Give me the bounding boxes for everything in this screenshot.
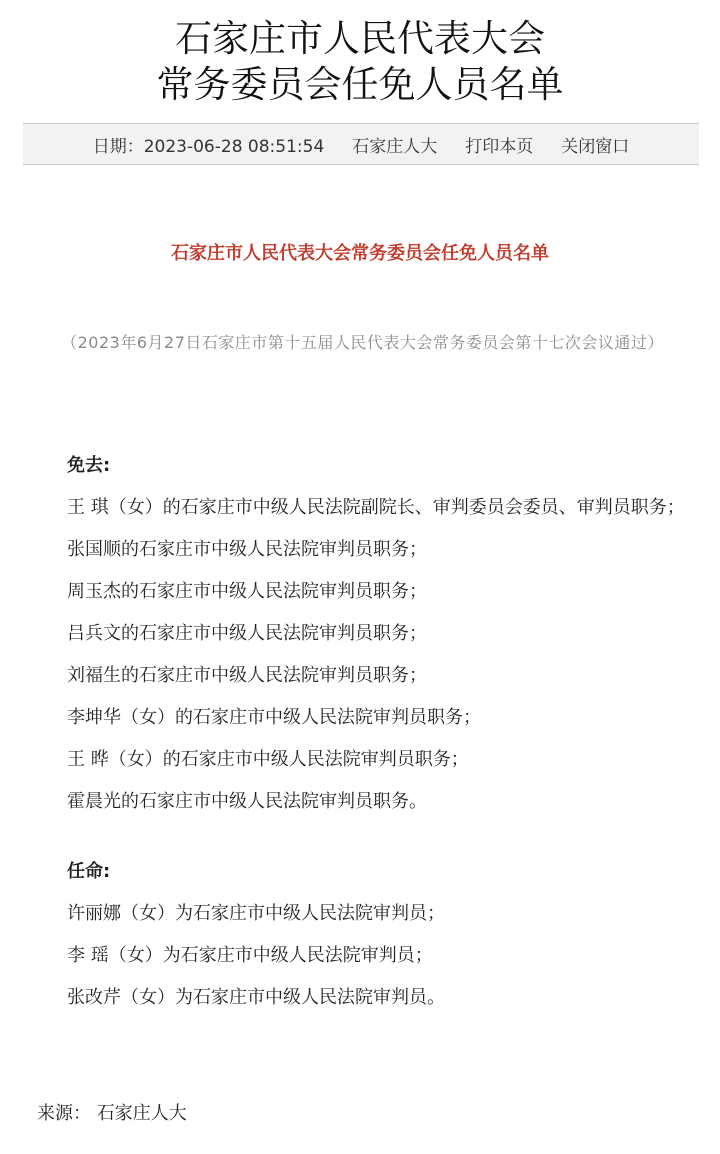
print-page-link[interactable]: 打印本页 xyxy=(465,136,534,157)
removal-item: 张国顺的石家庄市中级人民法院审判员职务； xyxy=(67,539,427,560)
article-subtitle: （2023年6月27日石家庄市第十五届人民代表大会常务委员会第十七次会议通过） xyxy=(61,333,664,352)
page-title xyxy=(0,16,720,108)
page-title-line-2: 常务委员会任免人员名单 xyxy=(156,63,564,106)
appointment-item: 李 瑶（女）为石家庄市中级人民法院审判员； xyxy=(67,945,433,966)
removal-item: 周玉杰的石家庄市中级人民法院审判员职务； xyxy=(67,581,427,602)
source-line xyxy=(37,1094,187,1134)
article-content xyxy=(29,445,699,1019)
source-value: 石家庄人大 xyxy=(96,1103,187,1124)
removal-heading: 免去: xyxy=(67,455,111,476)
removal-item: 霍晨光的石家庄市中级人民法院审判员职务。 xyxy=(67,791,427,812)
removal-item: 王 晔（女）的石家庄市中级人民法院审判员职务； xyxy=(67,749,469,770)
info-bar xyxy=(23,123,699,165)
source-label: 来源： xyxy=(37,1103,91,1124)
article-title: 石家庄市人民代表大会常务委员会任免人员名单 xyxy=(171,243,549,264)
page-title-line-1: 石家庄市人民代表大会 xyxy=(175,17,545,60)
appointment-heading: 任命: xyxy=(67,861,111,882)
publish-date: 日期：2023-06-28 08:51:54 xyxy=(92,136,325,157)
section-spacer xyxy=(29,823,699,851)
appointment-item: 许丽娜（女）为石家庄市中级人民法院审判员； xyxy=(67,903,445,924)
removal-item: 刘福生的石家庄市中级人民法院审判员职务； xyxy=(67,665,427,686)
close-window-link[interactable]: 关闭窗口 xyxy=(561,136,630,157)
removal-item: 吕兵文的石家庄市中级人民法院审判员职务； xyxy=(67,623,427,644)
removal-item: 李坤华（女）的石家庄市中级人民法院审判员职务； xyxy=(67,707,481,728)
publisher-name: 石家庄人大 xyxy=(352,136,438,157)
removal-item: 王 琪（女）的石家庄市中级人民法院副院长、审判委员会委员、审判员职务； xyxy=(67,497,685,518)
appointment-item: 张改芹（女）为石家庄市中级人民法院审判员。 xyxy=(67,987,445,1008)
